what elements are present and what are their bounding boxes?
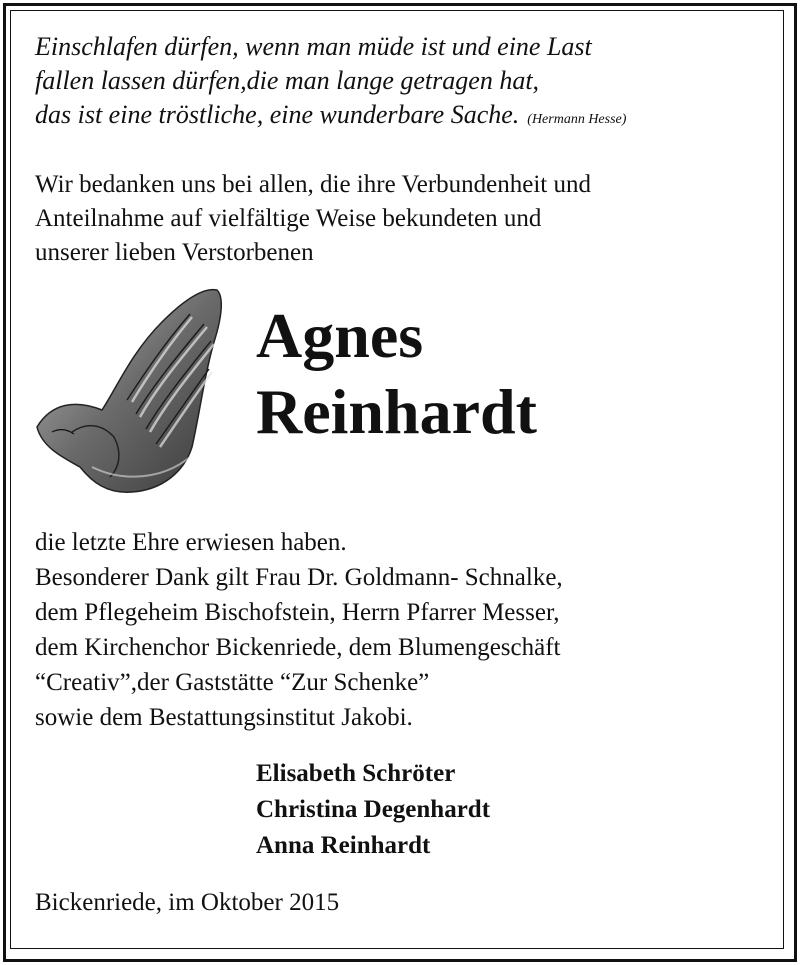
praying-hands-icon: [32, 282, 232, 497]
quote-line: Einschlafen dürfen, wenn man müde ist und eine Last: [35, 32, 592, 61]
thanks-line: sowie dem Bestattungsinstitut Jakobi.: [35, 704, 413, 731]
last-name: Reinhardt: [256, 376, 537, 447]
first-name: Agnes: [256, 300, 424, 371]
intro-line: unserer lieben Verstorbenen: [35, 239, 314, 266]
signer-name: Elisabeth Schröter: [256, 760, 456, 787]
place-date: Bickenriede, im Oktober 2015: [35, 889, 340, 916]
signer-name: Anna Reinhardt: [256, 832, 431, 859]
thanks-line: “Creativ”,der Gaststätte “Zur Schenke”: [35, 669, 430, 696]
thanks-line: dem Kirchenchor Bickenriede, dem Blumengeschäft: [35, 634, 561, 661]
signer-name: Christina Degenhardt: [256, 796, 491, 823]
thanks-line: dem Pflegeheim Bischofstein, Herrn Pfarrer Messer,: [35, 599, 560, 626]
intro-text: [35, 168, 591, 270]
deceased-name: [256, 298, 537, 450]
signers: [256, 756, 490, 864]
quote-line-text: das ist eine tröstliche, eine wunderbare Sache.: [35, 100, 520, 129]
intro-line: Anteilnahme auf vielfältige Weise bekundeten und: [35, 205, 542, 232]
intro-line: Wir bedanken uns bei allen, die ihre Verbundenheit und: [35, 171, 592, 198]
thanks-line: die letzte Ehre erwiesen haben.: [35, 529, 347, 556]
hesse-quote: [35, 30, 626, 137]
quote-line: [35, 98, 626, 137]
thanks-text: [35, 525, 563, 735]
quote-attribution: (Hermann Hesse): [527, 112, 627, 127]
quote-line: fallen lassen dürfen,die man lange getragen hat,: [35, 66, 540, 95]
thanks-line: Besonderer Dank gilt Frau Dr. Goldmann- Schnalke,: [35, 564, 563, 591]
